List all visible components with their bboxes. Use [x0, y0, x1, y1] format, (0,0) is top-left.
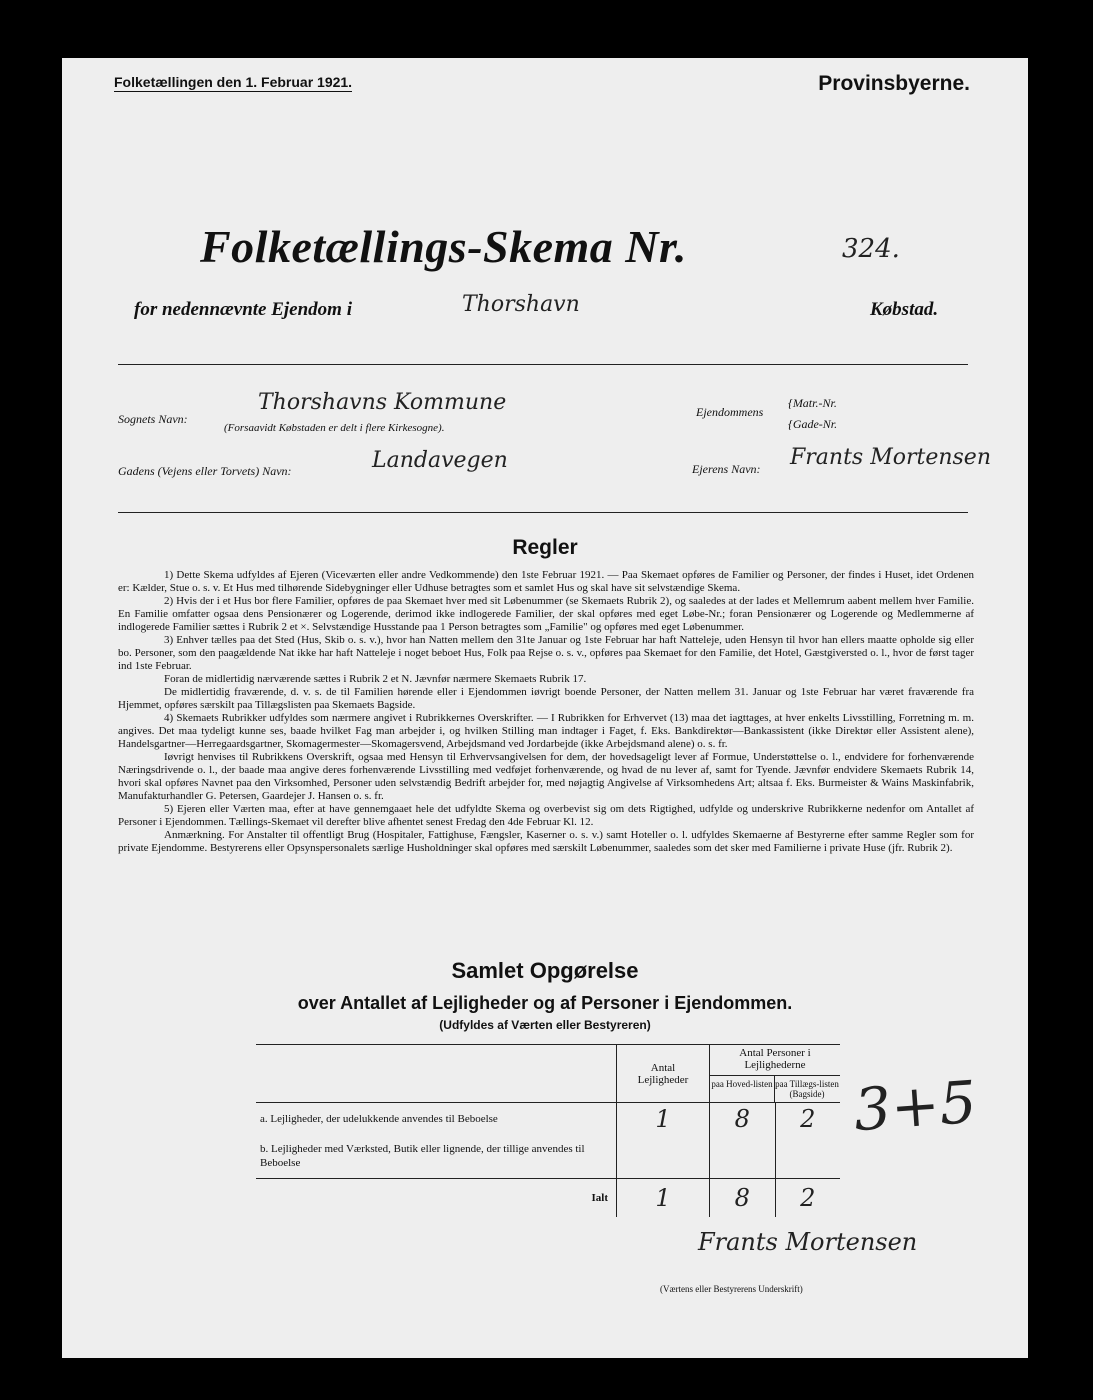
street-value: Landavegen [372, 448, 508, 473]
parish-note: (Forsaavidt Købstaden er delt i flere Kirkesogne). [224, 422, 445, 434]
owner-value: Frants Mortensen [790, 445, 991, 470]
region-header: Provinsbyerne. [818, 72, 970, 95]
rules-title: Regler [512, 536, 578, 559]
gade-label: {Gade-Nr. [788, 417, 838, 431]
header-main-list: paa Hoved-listen [711, 1079, 773, 1089]
row-a-label: a. Lejligheder, der udelukkende anvendes til Beboelse [260, 1112, 498, 1125]
rule-paragraph: 3) Enhver tælles paa det Sted (Hus, Skib o. s. v.), hvor han Natten mellem den 31te Januar og 1ste Februar har haft Natteleje, uden Hensyn til hvor han ellers maatte opholde sig eller bo. Personer, som den paagældende Nat ikke har haft Natteleje i noget beboet Hus, Folk paa Rejse o. s. v., opføres paa Skemaet for den Familie, det Hotel, Gæstgiversted o. l., hvor de først tager ind 1ste Februar. [118, 634, 974, 672]
rule-paragraph: 4) Skemaets Rubrikker udfyldes som nærmere angivet i Rubrikkernes Overskrifter. — I Rubrikken for Erhvervet (13) maa det iagttages, at hver enkelts Livsstilling, Forretning m. m. angives. Det maa tydeligt kunne ses, baade hvilket Fag man arbejder i, og hvilken Stilling man indtager i Faget, f. Eks. Bankdirektør—Bankassistent (ikke Direktør eller Assistent alene), Handelsgartner—Herregaardsgartner, Skomagermester—Skomagersvend, Arbejdsmand ved Jordarbejde (ikke Arbejdsmand alene) o. s. fr. [118, 712, 974, 750]
parish-value: Thorshavns Kommune [258, 390, 507, 415]
divider-fields [118, 512, 968, 513]
town-value: Thorshavn [462, 292, 580, 317]
rule-paragraph: Anmærkning. For Anstalter til offentligt Brug (Hospitaler, Fattighuse, Fængsler, Kaserner o. s. v.) samt Hoteller o. l. udfyldes Skemaerne af Bestyrerne efter samme Regler som for private Ejendomme. Bestyrerens eller Opsynspersonalets særlige Husholdninger skal opføres med særskilt Løbenummer, saaledes som det sker med Familierne i private Huse (jfr. Rubrik 2). [118, 829, 974, 854]
row-a-apartments: 1 [617, 1103, 710, 1135]
form-number: 324. [842, 234, 900, 264]
rules-text [118, 569, 974, 855]
rule-paragraph: Foran de midlertidig nærværende sættes i Rubrik 2 et N. Jævnfør nærmere Skemaets Rubrik 17. [164, 673, 587, 685]
total-main: 8 [710, 1179, 776, 1217]
row-b-apartments [617, 1135, 710, 1179]
summary-note: (Udfyldes af Værten eller Bestyreren) [439, 1018, 651, 1032]
row-b-label: b. Lejligheder med Værksted, Butik eller lignende, der tillige anvendes til Beboelse [260, 1143, 585, 1170]
rule-paragraph: 1) Dette Skema udfyldes af Ejeren (Viceværten eller andre Vedkommende) den 1ste Februar 1921. — Paa Skemaet opføres de Familier og Personer, der findes i Huset, idet Ordenen er: Kælder, Stue o. s. v. Et Hus med tilhørende Sidebygninger eller Udhuse betragtes som et samlet Hus og skal have sit selvstændige Skema. [118, 569, 974, 594]
owner-label: Ejerens Navn: [692, 462, 761, 476]
total-apartments: 1 [617, 1179, 710, 1217]
total-supplement: 2 [775, 1179, 840, 1217]
row-a-main: 8 [710, 1103, 776, 1135]
total-label: Ialt [591, 1191, 608, 1204]
property-line-prefix: for nedennævnte Ejendom i [134, 299, 352, 320]
property-label: Ejendommens [696, 405, 764, 419]
form-title: Folketællings-Skema Nr. [200, 221, 687, 272]
census-form [62, 58, 1028, 1358]
summary-table [256, 1044, 840, 1217]
margin-annotation: 3+5 [851, 1067, 979, 1145]
row-b-supplement [775, 1135, 840, 1179]
header-persons: Antal Personer i Lejlighederne paa Hoved-listen paa Tillægs-listen (Bagside) [710, 1045, 841, 1103]
header-supplement-list: paa Tillægs-listen (Bagside) [774, 1076, 839, 1102]
table-row [256, 1135, 840, 1179]
row-b-main [710, 1135, 776, 1179]
gade-text: Gade-Nr. [792, 417, 838, 431]
parish-label: Sognets Navn: [118, 412, 188, 426]
summary-subtitle: over Antallet af Lejligheder og af Personer i Ejendommen. [297, 993, 793, 1013]
town-type: Købstad. [870, 299, 939, 320]
rule-paragraph: 2) Hvis der i et Hus bor flere Familier, opføres de paa Skemaet hver med sit Løbenummer (se Skemaets Rubrik 2), og saaledes at der lades et Mellemrum aabent mellem hver Familie. En Familie omfatter ogsaa dens Pensionærer og Logerende, derimod ikke indlogerede Familier, der skal opføres med eget Løbe-Nr.; foran Pensionærer og Logerende og Medlemmerne af indlogerede Familier sættes i Rubrik 2 et ×. Selvstændige Husstande paa 1 Person betragtes som „Familie" og opføres med eget Løbenummer. [118, 595, 974, 633]
rule-paragraph: 5) Ejeren eller Værten maa, efter at have gennemgaaet hele det udfyldte Skema og overbevist sig om dets Rigtighed, udfylde og underskrive Rubrikkerne nedenfor om Antallet af Personer i Ejendommen. Tællings-Skemaet vil derefter blive afhentet senest Fredag den 4de Februar Kl. 12. [118, 803, 974, 828]
owner-signature: Frants Mortensen [698, 1228, 918, 1256]
matr-label: {Matr.-Nr. [788, 396, 837, 410]
total-row [256, 1179, 840, 1217]
census-date-header: Folketællingen den 1. Februar 1921. [114, 74, 353, 90]
rule-paragraph: Iøvrigt henvises til Rubrikkens Overskrift, ogsaa med Hensyn til Erhvervsangivelsen for dem, der hovedsageligt lever af Formue, Understøttelse o. l., endvidere for forhenværende Næringsdrivende o. l., der baade maa angive deres forhenværende Livsstilling med vedføjet forhenværende, og hvad de nu lever af, samt for Tyende. Jævnfør endvidere Skemaets Rubrik 14, hvori skal opføres Navnet paa den Virksomhed, Personer uden selvstændig Bedrift arbejder for, med nøjagtig Angivelse af Virksomhedens Art; altsaa f. Eks. Burmeister & Wains Maskinfabrik, Manufakturhandler G. Petersen, Gaardejer J. Hansen o. s. fr. [118, 751, 974, 802]
row-a-supplement: 2 [775, 1103, 840, 1135]
matr-text: Matr.-Nr. [792, 396, 837, 410]
summary-title: Samlet Opgørelse [451, 958, 639, 983]
rule-paragraph: De midlertidig fraværende, d. v. s. de til Familien hørende eller i Ejendommen iøvrigt boende Personer, der Natten mellem 31. Januar og 1ste Februar har været fraværende fra Hjemmet, opføres særskilt paa Tillægslisten paa Skemaets Bagside. [118, 686, 974, 711]
divider-top [118, 364, 968, 365]
street-label: Gadens (Vejens eller Torvets) Navn: [118, 464, 292, 478]
signature-caption: (Værtens eller Bestyrerens Underskrift) [660, 1284, 803, 1294]
header-apartments: Antal Lejligheder [617, 1045, 710, 1103]
table-row [256, 1103, 840, 1135]
